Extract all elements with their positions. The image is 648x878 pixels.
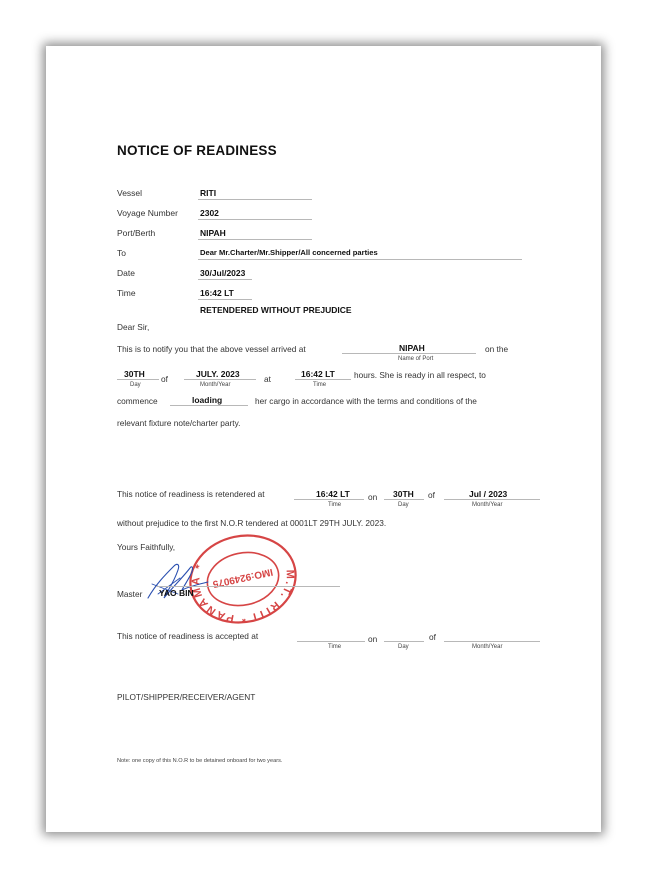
acceptance-day-caption: Day [398, 644, 409, 650]
para2-day-caption: Day [398, 502, 409, 508]
para2-text-b: without prejudice to the first N.O.R tendered at 0001LT 29TH JULY. 2023. [117, 518, 387, 528]
vessel-value: RITI [200, 188, 217, 198]
document-page [46, 46, 601, 832]
para1-day: 30TH [124, 369, 145, 379]
acceptance-time-underline [297, 641, 365, 642]
para1-text-c: her cargo in accordance with the terms and conditions of the [255, 396, 477, 406]
para2-day: 30TH [393, 489, 414, 499]
voyage-value: 2302 [200, 208, 219, 218]
master-label: Master [117, 589, 143, 599]
acceptance-month-year-underline [444, 641, 540, 642]
para2-on: on [368, 492, 378, 502]
voyage-underline [198, 219, 312, 220]
date-label: Date [117, 268, 135, 278]
acceptance-time-caption: Time [328, 644, 342, 650]
para2-time: 16:42 LT [316, 489, 350, 499]
acceptance-of: of [429, 632, 436, 642]
port-label: Port/Berth [117, 228, 156, 238]
date-value: 30/Jul/2023 [200, 268, 246, 278]
port-value: NIPAH [200, 228, 226, 238]
salutation: Dear Sir, [117, 322, 150, 332]
acceptance-month-year-caption: Month/Year [472, 644, 503, 650]
to-value: Dear Mr.Charter/Mr.Shipper/All concerned parties [200, 248, 378, 257]
para1-month-year-caption: Month/Year [200, 382, 231, 388]
date-underline [198, 279, 252, 280]
time-label: Time [117, 288, 136, 298]
para1-on-the: on the [485, 344, 509, 354]
para1-activity-underline [170, 405, 248, 406]
para1-of: of [161, 374, 168, 384]
to-label: To [117, 248, 126, 258]
para1-time: 16:42 LT [301, 369, 335, 379]
retendered-heading: RETENDERED WITHOUT PREJUDICE [200, 305, 352, 315]
time-underline [198, 299, 252, 300]
acceptance-on: on [368, 634, 378, 644]
para1-at: at [264, 374, 271, 384]
para2-text-a: This notice of readiness is retendered at [117, 489, 265, 499]
to-underline [198, 259, 522, 260]
para1-text-d: relevant fixture note/charter party. [117, 418, 241, 428]
pilot-line: PILOT/SHIPPER/RECEIVER/AGENT [117, 692, 256, 702]
para1-day-caption: Day [130, 382, 141, 388]
para1-port-caption: Name of Port [398, 356, 434, 362]
master-name: YAO BIN [159, 588, 194, 598]
para2-time-underline [294, 499, 364, 500]
time-value: 16:42 LT [200, 288, 234, 298]
para1-month-year-underline [184, 379, 256, 380]
voyage-label: Voyage Number [117, 208, 178, 218]
para2-time-caption: Time [328, 502, 342, 508]
document-title: NOTICE OF READINESS [117, 143, 277, 158]
closing: Yours Faithfully, [117, 542, 176, 552]
para1-text-b: hours. She is ready in all respect, to [354, 370, 486, 380]
para2-month-year: Jul / 2023 [469, 489, 508, 499]
stamp-ring-text: M.T. RITI * PANAMA * [190, 561, 296, 624]
para1-port: NIPAH [399, 343, 425, 353]
para1-time-caption: Time [313, 382, 327, 388]
port-underline [198, 239, 312, 240]
para1-text-a: This is to notify you that the above vessel arrived at [117, 344, 306, 354]
acceptance-day-underline [384, 641, 424, 642]
para2-month-year-caption: Month/Year [472, 502, 503, 508]
vessel-label: Vessel [117, 188, 143, 198]
para1-port-underline [342, 353, 476, 354]
para1-commence: commence [117, 396, 158, 406]
para2-month-year-underline [444, 499, 540, 500]
para1-month-year: JULY. 2023 [196, 369, 240, 379]
para1-day-underline [117, 379, 159, 380]
signature-underline [156, 586, 340, 587]
para1-time-underline [295, 379, 351, 380]
para2-day-underline [384, 499, 424, 500]
para1-activity: loading [192, 395, 223, 405]
para2-of: of [428, 490, 435, 500]
footer-note: Note: one copy of this N.O.R to be detained onboard for two years. [117, 758, 283, 764]
acceptance-text: This notice of readiness is accepted at [117, 631, 259, 641]
stamp-imo: IMO:9249075 [211, 565, 274, 590]
vessel-underline [198, 199, 312, 200]
